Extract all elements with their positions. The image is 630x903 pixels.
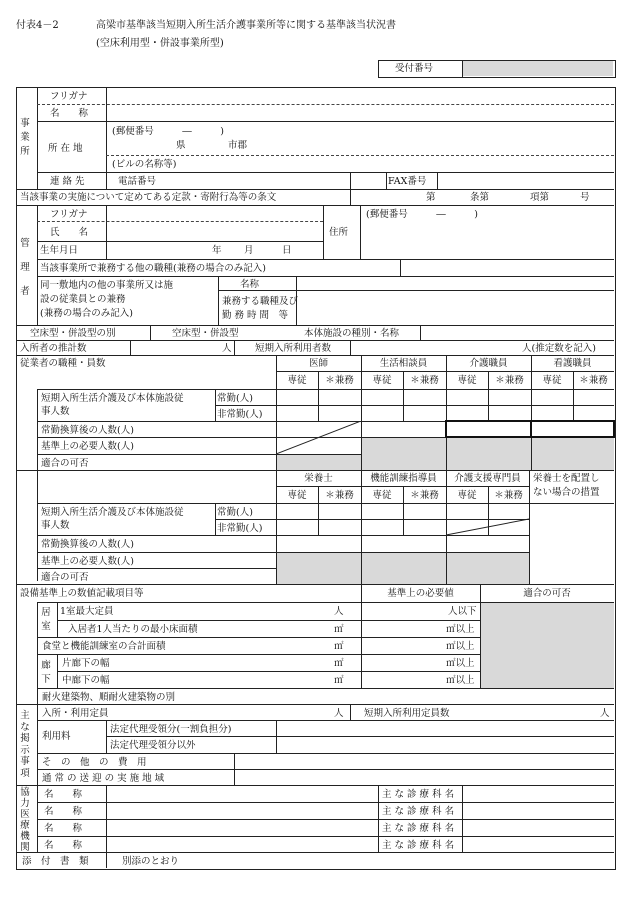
medical-dept-label: 主 な 診 療 科 名 [382, 823, 455, 834]
medical-name-label: 名 称 [44, 823, 83, 834]
unit-sqm-min: ㎡以上 [446, 658, 475, 669]
conv-label: 常勤換算後の人数(人) [41, 425, 134, 436]
full-label: 専従 [372, 490, 392, 501]
dual-label: ＊兼務 [494, 490, 523, 501]
fee-proxy-label: 法定代理受領分(一割負担分) [110, 724, 232, 735]
receipt-label: 受付番号 [395, 63, 434, 74]
role-caregiver: 介護職員 [469, 358, 508, 369]
transport-area-label: 通 常 の 送 迎 の 実 施 地 域 [42, 773, 165, 784]
medical-name-label: 名 称 [44, 789, 83, 800]
same-site-label-3: (兼務の場合のみ記入) [40, 308, 133, 319]
fulltime-label: 常勤(人) [217, 507, 253, 518]
medical-section-label: 協力医療機関 [20, 787, 30, 853]
manager-name-label: 氏 名 [50, 227, 89, 238]
residents-label: 入所者の推計数 [20, 343, 87, 354]
required-label: 基準上の必要人数(人) [41, 556, 134, 567]
medical-name-label: 名 称 [44, 840, 83, 851]
nurse-conv-box[interactable] [530, 420, 615, 438]
birth-year: 年 [212, 245, 222, 256]
short-residents-label: 短期入所利用者数 [255, 343, 332, 354]
room-label: 居室 [41, 607, 51, 632]
other-fees-label: そ の 他 の 費 用 [42, 757, 147, 768]
office-name-field[interactable] [108, 106, 612, 120]
unit-sqm: ㎡ [334, 641, 344, 652]
full-label: 専従 [457, 490, 477, 501]
unit-sqm-min: ㎡以上 [446, 624, 475, 635]
unit-sqm-min: ㎡以上 [446, 641, 475, 652]
receipt-number-field[interactable] [463, 61, 613, 76]
articles-label: 当該事業の実施について定めてある定款・寄附行為等の条文 [20, 192, 277, 203]
staff2-row-label-1: 短期入所生活介護及び本体施設従 [41, 507, 184, 518]
birth-month: 月 [244, 245, 254, 256]
form-number: 付表4－2 [16, 20, 59, 31]
facility-label: 設備基準上の数値記載項目等 [20, 588, 144, 599]
capacity-unit: 人 [334, 708, 344, 719]
facility-ok-header: 適合の可否 [523, 588, 571, 599]
medical-dept-label: 主 な 診 療 科 名 [382, 806, 455, 817]
medical-dept-label: 主 な 診 療 科 名 [382, 840, 455, 851]
office-postal: (郵便番号 ― ) [112, 126, 224, 137]
dual-label: ＊兼務 [325, 490, 354, 501]
role-dietitian: 栄養士 [304, 473, 333, 484]
full-label: 専従 [287, 490, 307, 501]
office-contact-label: 連 絡 先 [50, 176, 85, 187]
form-subtitle: (空床利用型・併設事業所型) [96, 38, 224, 49]
fulltime-label: 常勤(人) [217, 393, 253, 404]
full-label: 専従 [542, 375, 562, 386]
office-furigana-label: フリガナ [50, 91, 88, 102]
articles-gou: 号 [580, 192, 590, 203]
birth-day: 日 [282, 245, 292, 256]
office-address-label: 所 在 地 [48, 143, 83, 154]
short-capacity-label: 短期入所利用定員数 [364, 708, 450, 719]
office-name-label: 名 称 [50, 108, 89, 119]
full-label: 専従 [287, 375, 307, 386]
dietitian-note-1: 栄養士を配置し [533, 473, 600, 484]
fee-nonproxy-label: 法定代理受領分以外 [110, 740, 196, 751]
unit-sqm: ㎡ [334, 624, 344, 635]
office-fax-field[interactable] [439, 173, 612, 188]
job-label-1: 兼務する職種及び [222, 296, 299, 307]
parttime-label: 非常勤(人) [217, 409, 263, 420]
manager-section-label: 管理者 [20, 238, 30, 297]
full-label: 専従 [457, 375, 477, 386]
short-capacity-unit: 人 [600, 708, 610, 719]
dietitian-note-2: ない場合の措置 [533, 487, 600, 498]
facility-hall-middle: 中廊下の幅 [62, 675, 110, 686]
medical-dept-label: 主 な 診 療 科 名 [382, 789, 455, 800]
manager-birth-label: 生年月日 [40, 245, 79, 256]
dual-label: ＊兼務 [410, 490, 439, 501]
staff2-row-label-2: 事人数 [41, 520, 70, 531]
same-site-label-1: 同一敷地内の他の事業所又は施 [40, 280, 174, 291]
attach-value: 別添のとおり [122, 856, 180, 867]
office-city: 市郡 [228, 140, 248, 151]
office-fax-label: FAX番号 [388, 176, 427, 187]
dual-label: ＊兼務 [410, 375, 439, 386]
manager-furigana-label: フリガナ [50, 209, 88, 220]
facility-req-header: 基準上の必要値 [387, 588, 454, 599]
facility-hall-single: 片廊下の幅 [62, 658, 110, 669]
medical-name-label: 名 称 [44, 806, 83, 817]
office-tel-label: 電話番号 [118, 176, 157, 187]
role-counselor: 生活相談員 [379, 358, 428, 369]
facility-fireproof: 耐火建築物、順耐火建築物の別 [42, 692, 176, 703]
facility-dining-area: 食堂と機能訓練室の合計面積 [42, 641, 166, 652]
other-job-label: 当該事業所で兼務する他の職種(兼務の場合のみ記入) [40, 263, 266, 274]
short-residents-unit: 人(推定数を記入) [522, 343, 596, 354]
fee-label: 利用料 [42, 731, 71, 742]
dual-label: ＊兼務 [579, 375, 608, 386]
same-site-label-2: 設の従業員との兼務 [40, 294, 126, 305]
role-trainer: 機能訓練指導員 [370, 473, 437, 484]
attach-label: 添 付 書 類 [22, 856, 89, 867]
dual-label: ＊兼務 [325, 375, 354, 386]
job-label-2: 勤 務 時 間 等 [222, 310, 289, 321]
main-facility-label: 本体施設の種別・名称 [304, 328, 400, 339]
office-tel-field[interactable] [174, 173, 348, 188]
form-title: 高梁市基準該当短期入所生活介護事業所等に関する基準該当状況書 [96, 20, 396, 31]
full-label: 専従 [372, 375, 392, 386]
staff-row-label-1: 短期入所生活介護及び本体施設従 [41, 393, 184, 404]
articles-jou: 条第 [470, 192, 490, 203]
residents-unit: 人 [222, 343, 232, 354]
diagonal-slash [276, 421, 361, 454]
caregiver-conv-box[interactable] [445, 420, 532, 438]
parttime-label: 非常勤(人) [217, 523, 263, 534]
role-nurse: 看護職員 [553, 358, 592, 369]
staff-label: 従業者の職種・員数 [20, 358, 106, 369]
required-label: 基準上の必要人数(人) [41, 441, 134, 452]
unit-person-max: 人以下 [448, 606, 477, 617]
hall-label: 廊下 [41, 660, 51, 685]
articles-dai: 第 [426, 192, 436, 203]
diagonal-slash [446, 503, 529, 535]
unit-sqm-min: ㎡以上 [446, 675, 475, 686]
dual-label: ＊兼務 [495, 375, 524, 386]
capacity-label: 入所・利用定員 [42, 708, 109, 719]
conv-label: 常勤換算後の人数(人) [41, 539, 134, 550]
ok-label: 適合の可否 [41, 458, 89, 469]
office-section-label: 事業所 [20, 118, 30, 157]
manager-address-label: 住所 [329, 227, 349, 238]
main-items-section-label: 主な掲示事項 [20, 710, 30, 779]
office-building: (ビルの名称等) [112, 159, 177, 170]
facility-name-label: 名称 [240, 279, 260, 290]
facility-room-capacity: 1室最大定員 [60, 606, 114, 617]
role-doctor: 医師 [308, 358, 328, 369]
facility-floor-area: 入居者1人当たりの最小床面積 [68, 624, 198, 635]
unit-sqm: ㎡ [334, 658, 344, 669]
unit-person: 人 [334, 606, 344, 617]
office-furigana-field[interactable] [108, 89, 612, 103]
type-value: 空床型・併設型 [172, 328, 239, 339]
staff-row-label-2: 事人数 [41, 406, 70, 417]
manager-postal: (郵便番号 ― ) [366, 209, 478, 220]
role-care-manager: 介護支援専門員 [454, 473, 521, 484]
articles-kou: 項第 [530, 192, 550, 203]
manager-name-field[interactable] [108, 223, 321, 240]
office-pref: 県 [176, 140, 186, 151]
unit-sqm: ㎡ [334, 675, 344, 686]
type-label: 空床型・併設型の別 [30, 328, 116, 339]
ok-label: 適合の可否 [41, 572, 89, 583]
